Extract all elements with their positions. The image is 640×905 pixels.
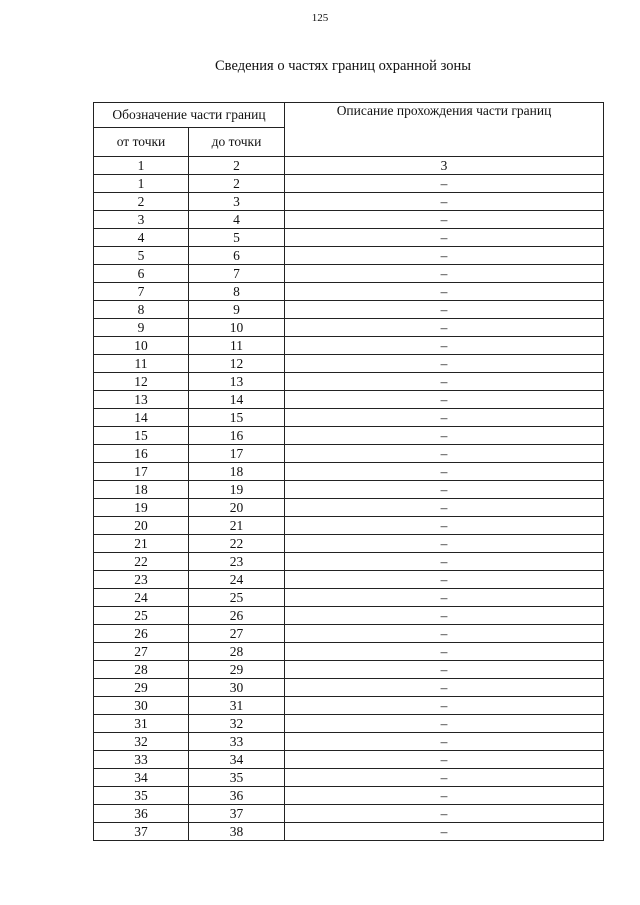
to-point-header: до точки [189,128,285,157]
to-point-cell: 31 [189,697,285,715]
description-cell: – [285,751,604,769]
to-point-cell: 2 [189,175,285,193]
from-point-cell: 12 [94,373,189,391]
from-point-cell: 34 [94,769,189,787]
to-point-cell: 7 [189,265,285,283]
from-point-cell: 25 [94,607,189,625]
from-point-cell: 31 [94,715,189,733]
table-row [94,265,604,283]
to-point-cell: 14 [189,391,285,409]
to-point-cell: 16 [189,427,285,445]
from-point-cell: 6 [94,265,189,283]
table-row [94,355,604,373]
description-cell: – [285,697,604,715]
description-cell: – [285,247,604,265]
table-header [94,103,604,175]
table-row [94,373,604,391]
table-row [94,463,604,481]
description-cell: – [285,517,604,535]
table-row [94,445,604,463]
column-number-row [94,157,604,175]
from-point-cell: 13 [94,391,189,409]
from-point-cell: 18 [94,481,189,499]
description-cell: – [285,445,604,463]
column-number: 2 [189,157,285,175]
table-row [94,337,604,355]
table-row [94,427,604,445]
from-point-cell: 21 [94,535,189,553]
description-cell: – [285,499,604,517]
table-row [94,643,604,661]
description-cell: – [285,481,604,499]
from-point-cell: 32 [94,733,189,751]
table-row [94,589,604,607]
from-point-cell: 1 [94,175,189,193]
table-row [94,733,604,751]
description-cell: – [285,805,604,823]
to-point-cell: 25 [189,589,285,607]
from-point-cell: 16 [94,445,189,463]
column-number: 3 [285,157,604,175]
to-point-cell: 5 [189,229,285,247]
to-point-cell: 15 [189,409,285,427]
group-header: Обозначение части границ [94,103,285,128]
description-cell: – [285,391,604,409]
to-point-cell: 4 [189,211,285,229]
table-row [94,535,604,553]
to-point-cell: 36 [189,787,285,805]
table-row [94,751,604,769]
to-point-cell: 24 [189,571,285,589]
description-cell: – [285,589,604,607]
description-cell: – [285,715,604,733]
table-row [94,247,604,265]
from-point-cell: 10 [94,337,189,355]
table-row [94,319,604,337]
description-cell: – [285,769,604,787]
to-point-cell: 21 [189,517,285,535]
description-cell: – [285,661,604,679]
to-point-cell: 30 [189,679,285,697]
to-point-cell: 35 [189,769,285,787]
table-row [94,211,604,229]
description-cell: – [285,679,604,697]
from-point-cell: 30 [94,697,189,715]
from-point-cell: 24 [94,589,189,607]
page-number: 125 [311,12,329,24]
column-number: 1 [94,157,189,175]
to-point-cell: 20 [189,499,285,517]
from-point-cell: 5 [94,247,189,265]
to-point-cell: 9 [189,301,285,319]
from-point-cell: 33 [94,751,189,769]
from-point-cell: 35 [94,787,189,805]
description-cell: – [285,733,604,751]
table-row [94,715,604,733]
table-row [94,571,604,589]
table-row [94,679,604,697]
table-row [94,229,604,247]
table-row [94,301,604,319]
from-point-cell: 23 [94,571,189,589]
table-row [94,193,604,211]
to-point-cell: 10 [189,319,285,337]
description-cell: – [285,193,604,211]
to-point-cell: 19 [189,481,285,499]
boundary-parts-table [93,102,604,841]
description-cell: – [285,787,604,805]
to-point-cell: 3 [189,193,285,211]
from-point-cell: 28 [94,661,189,679]
from-point-cell: 17 [94,463,189,481]
to-point-cell: 28 [189,643,285,661]
to-point-cell: 33 [189,733,285,751]
description-cell: – [285,463,604,481]
to-point-cell: 8 [189,283,285,301]
from-point-cell: 2 [94,193,189,211]
from-point-cell: 27 [94,643,189,661]
description-cell: – [285,337,604,355]
from-point-cell: 20 [94,517,189,535]
from-point-header: от точки [94,128,189,157]
to-point-cell: 6 [189,247,285,265]
table-row [94,769,604,787]
table-row [94,661,604,679]
table-row [94,625,604,643]
from-point-cell: 8 [94,301,189,319]
table-row [94,787,604,805]
table-row [94,481,604,499]
description-header: Описание прохождения части границ [285,103,604,157]
description-cell: – [285,175,604,193]
description-cell: – [285,607,604,625]
to-point-cell: 32 [189,715,285,733]
to-point-cell: 26 [189,607,285,625]
from-point-cell: 26 [94,625,189,643]
to-point-cell: 34 [189,751,285,769]
description-cell: – [285,427,604,445]
table-row [94,517,604,535]
description-cell: – [285,625,604,643]
from-point-cell: 37 [94,823,189,841]
description-cell: – [285,643,604,661]
table-row [94,409,604,427]
to-point-cell: 23 [189,553,285,571]
description-cell: – [285,373,604,391]
description-cell: – [285,535,604,553]
to-point-cell: 22 [189,535,285,553]
table-row [94,823,604,841]
description-cell: – [285,823,604,841]
to-point-cell: 29 [189,661,285,679]
description-cell: – [285,265,604,283]
description-cell: – [285,355,604,373]
from-point-cell: 11 [94,355,189,373]
to-point-cell: 27 [189,625,285,643]
description-cell: – [285,229,604,247]
description-cell: – [285,211,604,229]
description-cell: – [285,283,604,301]
to-point-cell: 17 [189,445,285,463]
from-point-cell: 9 [94,319,189,337]
to-point-cell: 18 [189,463,285,481]
from-point-cell: 22 [94,553,189,571]
from-point-cell: 4 [94,229,189,247]
table-row [94,283,604,301]
description-cell: – [285,301,604,319]
description-cell: – [285,571,604,589]
from-point-cell: 7 [94,283,189,301]
from-point-cell: 19 [94,499,189,517]
description-cell: – [285,319,604,337]
to-point-cell: 13 [189,373,285,391]
document-title: Сведения о частях границ охранной зоны [215,58,471,74]
from-point-cell: 29 [94,679,189,697]
from-point-cell: 15 [94,427,189,445]
table-row [94,499,604,517]
to-point-cell: 11 [189,337,285,355]
table-body [94,175,604,841]
table-row [94,697,604,715]
table-row [94,391,604,409]
from-point-cell: 3 [94,211,189,229]
description-cell: – [285,409,604,427]
to-point-cell: 38 [189,823,285,841]
table-row [94,607,604,625]
table-row [94,553,604,571]
description-cell: – [285,553,604,571]
table-row [94,805,604,823]
to-point-cell: 12 [189,355,285,373]
from-point-cell: 36 [94,805,189,823]
to-point-cell: 37 [189,805,285,823]
from-point-cell: 14 [94,409,189,427]
table-row [94,175,604,193]
